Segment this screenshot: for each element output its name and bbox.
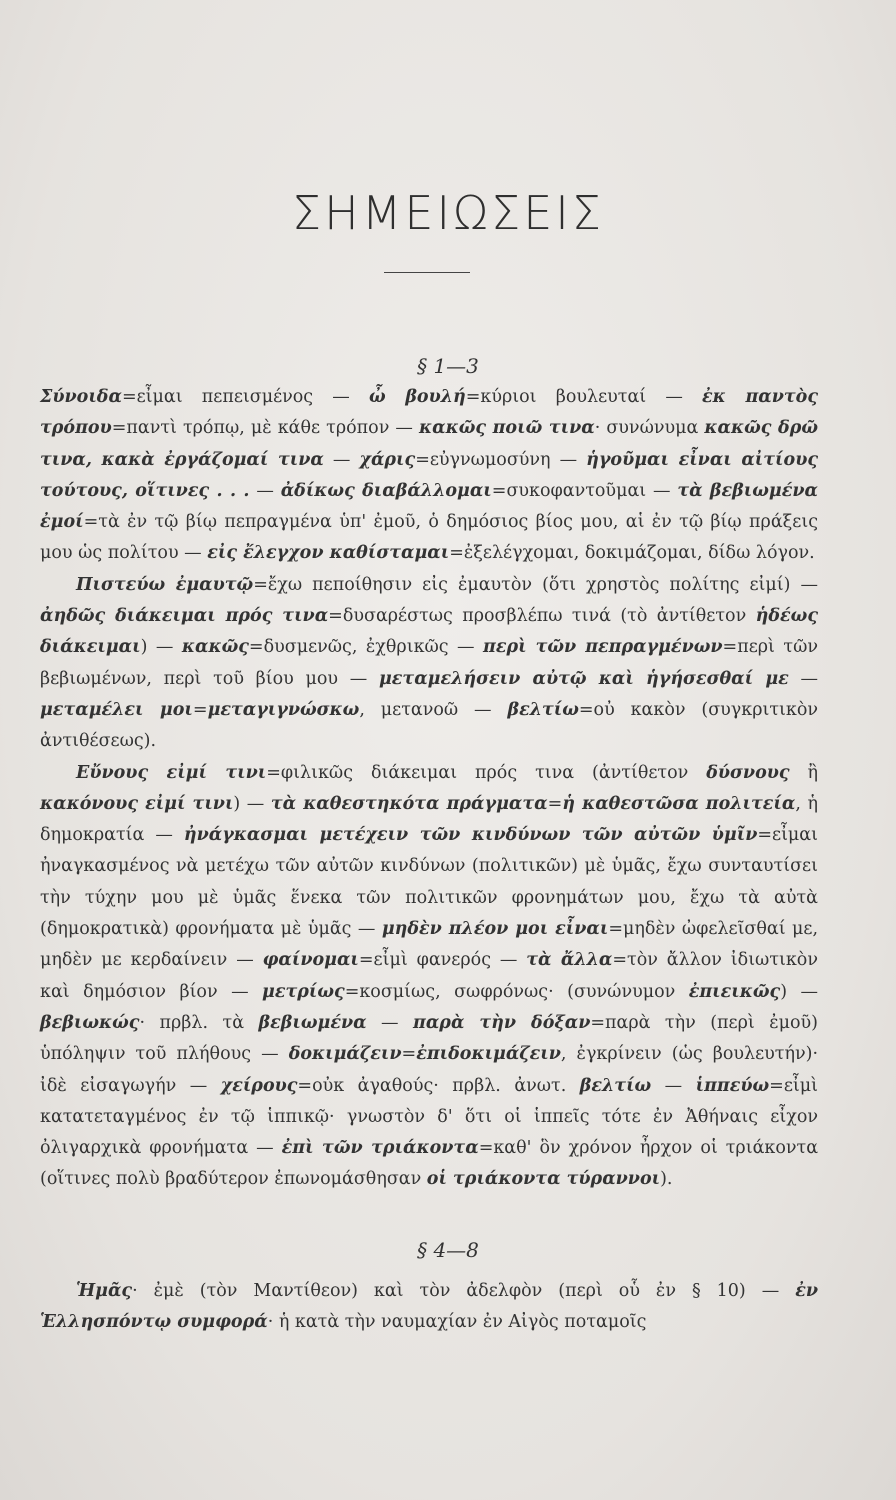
- gloss-text: =παρὰ τὴν (περὶ ἐμοῦ) ὑπόληψιν τοῦ πλήθους —: [40, 1012, 818, 1065]
- gloss-text: =μηδὲν ὠφελεῖσθαί με, μηδὲν με κερδαίνειν —: [40, 919, 819, 971]
- lemma-term: ἐν Ἑλλησπόντῳ συμφορά: [40, 1281, 818, 1333]
- lemma-term: Σύνοιδα: [40, 387, 122, 407]
- lemma-term: ἀδίκως διαβάλλομαι: [280, 480, 492, 501]
- gloss-text: ) —: [780, 981, 818, 1002]
- gloss-text: =εἶμαι πεπεισμένος —: [121, 387, 369, 407]
- gloss-text: —: [788, 668, 818, 689]
- gloss-text: =παντὶ τρόπῳ, μὲ κάθε τρόπον —: [111, 418, 419, 439]
- gloss-text: =ἔχω πεποίθησιν εἰς ἐμαυτὸν (ὅτι χρηστὸς πολίτης εἰμί) —: [253, 574, 818, 595]
- lemma-term: ἀηδῶς διάκειμαι πρός τινα: [40, 606, 329, 627]
- gloss-text: =: [192, 699, 208, 720]
- gloss-text: =εὐγνωμοσύνη —: [415, 449, 587, 470]
- paragraph: [40, 758, 818, 1196]
- paragraph: [40, 1276, 818, 1339]
- gloss-text: =κύριοι βουλευταί —: [465, 387, 702, 407]
- title-rule: [384, 272, 470, 273]
- gloss-text: =καθ' ὃν χρόνον ἦρχον οἱ τριάκοντα (οἵτινες πολὺ βραδύτερον ἐπωνομάσθησαν: [40, 1138, 819, 1190]
- gloss-text: =εἶμὶ κατατεταγμένος ἐν τῷ ἱππικῷ· γνωστὸν δ' ὅτι οἱ ἱππεῖς τότε ἐν Ἀθήναις εἶχον ὀλιγαρχικὰ φρονήματα —: [40, 1075, 818, 1159]
- gloss-text: =: [401, 1044, 417, 1065]
- lemma-term: ἡ καθεστῶσα πολιτεία: [562, 793, 796, 814]
- gloss-text: =οὐ κακὸν (συγκριτικὸν ἀντιθέσεως).: [40, 699, 818, 752]
- gloss-text: ) —: [233, 793, 271, 814]
- lemma-term: χάρις: [359, 449, 416, 470]
- gloss-text: · ἡ κατὰ τὴν ναυμαχίαν ἐν Αἰγὸς ποταμοῖς: [267, 1312, 647, 1333]
- lemma-term: ὦ βουλή: [368, 387, 466, 407]
- lemma-term: ἡγοῦμαι εἶναι αἰτίους τούτους, οἵτινες . . .: [40, 449, 818, 501]
- gloss-text: =εἶμαι ἠναγκασμένος νὰ μετέχω τῶν αὐτῶν κινδύνων (πολιτικῶν) μὲ ὑμᾶς, ἔχω συνταυτίσει τὴν τύχην μου μὲ ὑμᾶς ἕνεκα τῶν πολιτικῶν φρονημάτων μου, ἔχω τὰ αὐτὰ (δημοκρατικὰ) φρονήματα μὲ ὑμᾶς —: [40, 825, 818, 940]
- lemma-term: ἠνάγκασμαι μετέχειν τῶν κινδύνων τῶν αὐτῶν ὑμῖν: [183, 825, 758, 846]
- paragraph: [40, 570, 818, 758]
- lemma-term: κακῶς ποιῶ τινα: [419, 418, 595, 439]
- gloss-text: =τὸν ἄλλον ἰδιωτικὸν καὶ δημόσιον βίον —: [40, 950, 818, 1002]
- lemma-term: φαίνομαι: [262, 950, 359, 971]
- section-heading-4-8: § 4—8: [417, 1238, 479, 1262]
- lemma-term: κακῶς: [181, 637, 249, 658]
- lemma-term: Πιστεύω ἐμαυτῷ: [76, 574, 254, 595]
- gloss-text: =: [547, 793, 563, 814]
- gloss-text: · πρβλ. τὰ: [139, 1012, 259, 1033]
- lemma-term: Ἡμᾶς: [76, 1281, 133, 1301]
- lemma-term: κακόνους εἰμί τινι: [40, 793, 234, 814]
- gloss-text: =δυσαρέστως προσβλέπω τινά (τὸ ἀντίθετον: [328, 606, 756, 627]
- lemma-term: τὰ καθεστηκότα πράγματα: [270, 793, 548, 814]
- lemma-term: μεταγιγνώσκω: [207, 699, 360, 720]
- lemma-term: τὰ βεβιωμένα ἐμοί: [40, 480, 818, 533]
- gloss-text: =τὰ ἐν τῷ βίῳ πεπραγμένα ὑπ' ἐμοῦ, ὁ δημόσιος βίος μου, αἱ ἐν τῷ βίῳ πράξεις μου ὡς πολίτου —: [40, 512, 818, 564]
- gloss-text: —: [366, 1012, 414, 1033]
- lemma-term: βελτίω: [507, 699, 579, 720]
- lemma-term: ἐπιεικῶς: [688, 981, 781, 1002]
- section-4-8-text: [40, 1276, 818, 1339]
- lemma-term: οἱ τριάκοντα τύραννοι: [426, 1169, 661, 1190]
- gloss-text: · συνώνυμα: [594, 418, 705, 439]
- gloss-text: —: [249, 480, 281, 501]
- gloss-text: =συκοφαντοῦμαι —: [491, 480, 678, 501]
- lemma-term: βεβιωκώς: [40, 1012, 140, 1033]
- lemma-term: ἱππεύω: [695, 1075, 770, 1096]
- gloss-text: =φιλικῶς διάκειμαι πρός τινα (ἀντίθετον: [266, 762, 707, 783]
- lemma-term: μεταμέλει μοι: [40, 699, 193, 720]
- section-1-3-text: [40, 382, 818, 1196]
- lemma-term: δύσνους: [706, 762, 790, 783]
- gloss-text: =περὶ τῶν βεβιωμένων, περὶ τοῦ βίου μου —: [40, 637, 818, 689]
- lemma-term: μηδὲν πλέον μοι εἶναι: [381, 919, 609, 940]
- lemma-term: βελτίω: [579, 1075, 652, 1096]
- gloss-text: · ἐμὲ (τὸν Μαντίθεον) καὶ τὸν ἀδελφὸν (περὶ οὗ ἐν § 10) —: [132, 1281, 796, 1301]
- gloss-text: =ἐξελέγχομαι, δοκιμάζομαι, δίδω λόγον.: [449, 543, 815, 564]
- lemma-term: μετρίως: [262, 981, 345, 1002]
- gloss-text: =κοσμίως, σωφρόνως· (συνώνυμον: [344, 981, 689, 1002]
- lemma-term: Εὔνους εἰμί τινι: [76, 762, 267, 783]
- lemma-term: ἐπιδοκιμάζειν: [416, 1044, 561, 1065]
- gloss-text: ἢ: [789, 762, 818, 783]
- lemma-term: ἐπὶ τῶν τριάκοντα: [281, 1138, 479, 1159]
- lemma-term: δοκιμάζειν: [288, 1044, 402, 1065]
- gloss-text: =οὐκ ἀγαθούς· πρβλ. ἀνωτ.: [297, 1075, 580, 1096]
- lemma-term: βεβιωμένα: [258, 1012, 367, 1033]
- lemma-term: χείρους: [220, 1075, 298, 1096]
- gloss-text: ) —: [140, 637, 182, 658]
- lemma-term: περὶ τῶν πεπραγμένων: [483, 637, 723, 658]
- lemma-term: εἰς ἔλεγχον καθίσταμαι: [207, 543, 450, 564]
- gloss-text: =δυσμενῶς, ἐχθρικῶς —: [248, 637, 484, 658]
- gloss-text: , ἡ δημοκρατία —: [40, 793, 818, 846]
- page-title: ΣΗΜΕΙΩΣΕΙΣ: [292, 186, 604, 240]
- gloss-text: —: [323, 449, 360, 470]
- paragraph: [40, 382, 818, 570]
- gloss-text: , μετανοῶ —: [359, 699, 508, 720]
- lemma-term: μεταμελήσειν αὐτῷ καὶ ἡγήσεσθαί με: [378, 668, 789, 689]
- gloss-text: ).: [660, 1169, 673, 1190]
- gloss-text: —: [651, 1075, 696, 1096]
- lemma-term: τὰ ἄλλα: [526, 950, 613, 971]
- section-heading-1-3: § 1—3: [417, 354, 479, 378]
- lemma-term: κακῶς δρῶ τινα, κακὰ ἐργάζομαί τινα: [40, 418, 818, 470]
- lemma-term: ἐκ παντὸς τρόπου: [40, 387, 818, 439]
- gloss-text: , ἐγκρίνειν (ὡς βουλευτήν)· ἰδὲ εἰσαγωγήν —: [40, 1044, 819, 1096]
- lemma-term: παρὰ τὴν δόξαν: [413, 1012, 591, 1033]
- gloss-text: =εἶμὶ φανερός —: [358, 950, 527, 971]
- lemma-term: ἡδέως διάκειμαι: [40, 606, 818, 658]
